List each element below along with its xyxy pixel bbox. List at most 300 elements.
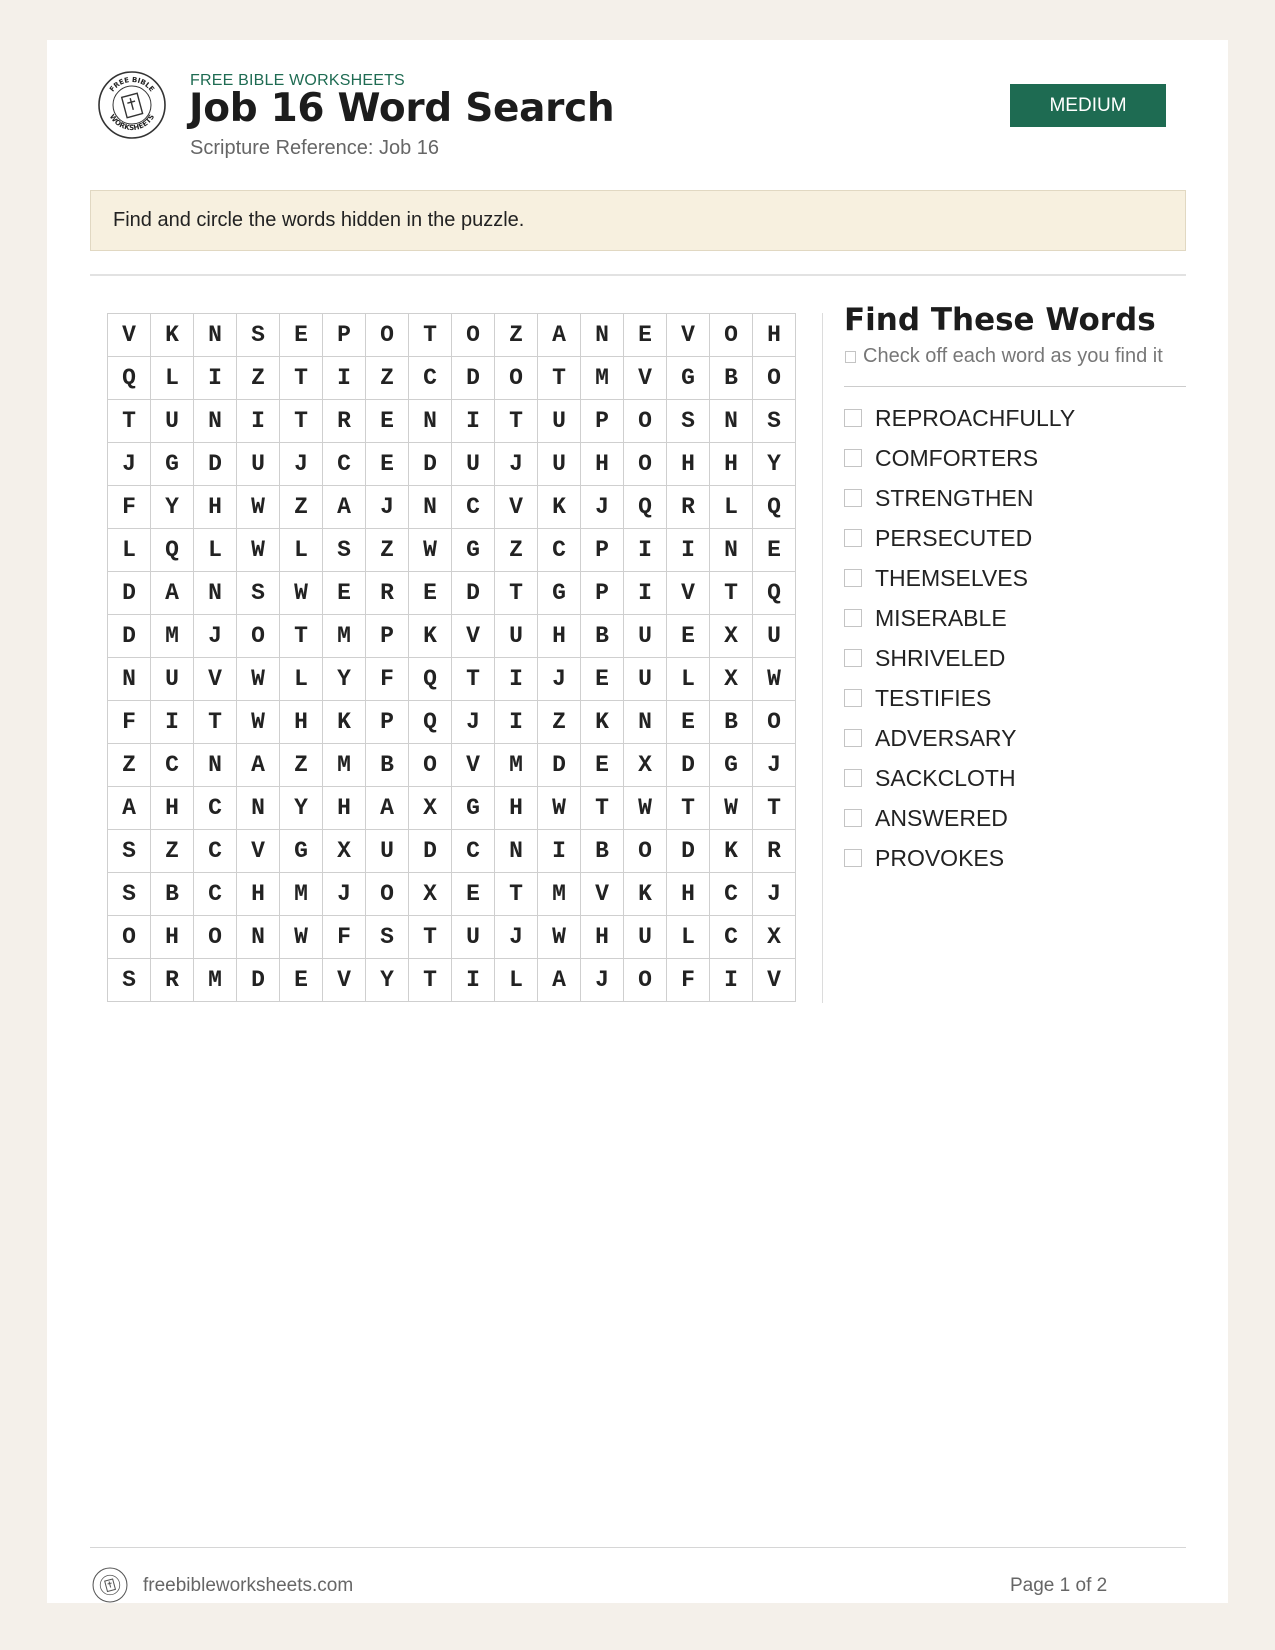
grid-cell[interactable]: I bbox=[495, 658, 538, 701]
grid-cell[interactable]: S bbox=[753, 400, 796, 443]
grid-cell[interactable]: X bbox=[624, 744, 667, 787]
grid-cell[interactable]: Z bbox=[237, 357, 280, 400]
grid-cell[interactable]: N bbox=[409, 486, 452, 529]
logo-text-top: FREE BIBLE bbox=[108, 75, 156, 94]
grid-cell[interactable]: J bbox=[753, 873, 796, 916]
grid-row bbox=[108, 959, 796, 1002]
grid-cell[interactable]: A bbox=[538, 314, 581, 357]
grid-cell[interactable]: E bbox=[452, 873, 495, 916]
grid-cell[interactable]: D bbox=[667, 830, 710, 873]
grid-cell[interactable]: K bbox=[151, 314, 194, 357]
scripture-reference: Scripture Reference: Job 16 bbox=[190, 137, 440, 159]
grid-cell[interactable]: U bbox=[452, 916, 495, 959]
grid-cell[interactable]: I bbox=[667, 529, 710, 572]
checkbox-icon[interactable] bbox=[844, 529, 862, 547]
grid-cell[interactable]: E bbox=[624, 314, 667, 357]
grid-cell[interactable]: Q bbox=[753, 486, 796, 529]
footer-site-link[interactable]: freebibleworksheets.com bbox=[143, 1575, 354, 1596]
grid-cell[interactable]: R bbox=[366, 572, 409, 615]
grid-row bbox=[108, 658, 796, 701]
grid-cell[interactable]: O bbox=[753, 357, 796, 400]
word-label: TESTIFIES bbox=[875, 684, 992, 711]
grid-cell[interactable]: N bbox=[409, 400, 452, 443]
grid-cell[interactable]: O bbox=[624, 830, 667, 873]
grid-cell[interactable]: Y bbox=[151, 486, 194, 529]
grid-cell[interactable]: W bbox=[237, 701, 280, 744]
grid-cell[interactable]: W bbox=[280, 572, 323, 615]
grid-cell[interactable]: H bbox=[495, 787, 538, 830]
grid-cell[interactable]: H bbox=[667, 873, 710, 916]
grid-cell[interactable]: C bbox=[194, 830, 237, 873]
grid-cell[interactable]: Y bbox=[323, 658, 366, 701]
grid-cell[interactable]: D bbox=[452, 572, 495, 615]
grid-cell[interactable]: T bbox=[280, 615, 323, 658]
grid-cell[interactable]: T bbox=[495, 572, 538, 615]
checkbox-icon[interactable] bbox=[844, 609, 862, 627]
grid-cell[interactable]: M bbox=[194, 959, 237, 1002]
grid-cell[interactable]: T bbox=[667, 787, 710, 830]
word-list-item bbox=[844, 758, 1075, 798]
grid-cell[interactable]: O bbox=[753, 701, 796, 744]
grid-cell[interactable]: K bbox=[710, 830, 753, 873]
checkbox-icon[interactable] bbox=[844, 649, 862, 667]
grid-cell[interactable]: V bbox=[624, 357, 667, 400]
grid-cell[interactable]: D bbox=[194, 443, 237, 486]
grid-cell[interactable]: E bbox=[323, 572, 366, 615]
grid-cell[interactable]: Z bbox=[538, 701, 581, 744]
grid-cell[interactable]: O bbox=[366, 873, 409, 916]
grid-cell[interactable]: E bbox=[409, 572, 452, 615]
grid-cell[interactable]: O bbox=[624, 959, 667, 1002]
grid-cell[interactable]: V bbox=[108, 314, 151, 357]
grid-cell[interactable]: O bbox=[108, 916, 151, 959]
grid-cell[interactable]: L bbox=[151, 357, 194, 400]
grid-cell[interactable]: N bbox=[194, 744, 237, 787]
grid-cell[interactable]: G bbox=[280, 830, 323, 873]
grid-cell[interactable]: T bbox=[280, 357, 323, 400]
grid-cell[interactable]: G bbox=[710, 744, 753, 787]
grid-cell[interactable]: H bbox=[581, 916, 624, 959]
grid-cell[interactable]: C bbox=[194, 787, 237, 830]
grid-cell[interactable]: L bbox=[280, 658, 323, 701]
grid-cell[interactable]: O bbox=[624, 443, 667, 486]
grid-cell[interactable]: I bbox=[624, 572, 667, 615]
grid-cell[interactable]: H bbox=[194, 486, 237, 529]
grid-cell[interactable]: Q bbox=[151, 529, 194, 572]
grid-cell[interactable]: G bbox=[151, 443, 194, 486]
grid-cell[interactable]: I bbox=[151, 701, 194, 744]
grid-cell[interactable]: D bbox=[538, 744, 581, 787]
grid-cell[interactable]: Z bbox=[151, 830, 194, 873]
grid-cell[interactable]: Z bbox=[495, 529, 538, 572]
word-list-item bbox=[844, 638, 1075, 678]
word-label: REPROACHFULLY bbox=[875, 404, 1076, 431]
grid-cell[interactable]: T bbox=[495, 873, 538, 916]
grid-cell[interactable]: Y bbox=[366, 959, 409, 1002]
grid-cell[interactable]: I bbox=[624, 529, 667, 572]
grid-cell[interactable]: W bbox=[710, 787, 753, 830]
grid-cell[interactable]: F bbox=[323, 916, 366, 959]
grid-cell[interactable]: M bbox=[280, 873, 323, 916]
grid-cell[interactable]: N bbox=[710, 529, 753, 572]
grid-cell[interactable]: H bbox=[151, 787, 194, 830]
grid-cell[interactable]: O bbox=[452, 314, 495, 357]
grid-cell[interactable]: S bbox=[237, 314, 280, 357]
grid-cell[interactable]: W bbox=[624, 787, 667, 830]
grid-cell[interactable]: V bbox=[581, 873, 624, 916]
checkbox-icon[interactable] bbox=[844, 809, 862, 827]
grid-cell[interactable]: J bbox=[194, 615, 237, 658]
grid-cell[interactable]: Q bbox=[108, 357, 151, 400]
grid-cell[interactable]: S bbox=[108, 959, 151, 1002]
grid-cell[interactable]: B bbox=[151, 873, 194, 916]
grid-cell[interactable]: G bbox=[452, 529, 495, 572]
grid-cell[interactable]: A bbox=[108, 787, 151, 830]
grid-cell[interactable]: T bbox=[280, 400, 323, 443]
grid-cell[interactable]: F bbox=[108, 486, 151, 529]
grid-cell[interactable]: Q bbox=[624, 486, 667, 529]
grid-cell[interactable]: V bbox=[452, 615, 495, 658]
grid-cell[interactable]: I bbox=[538, 830, 581, 873]
grid-cell[interactable]: J bbox=[581, 959, 624, 1002]
grid-cell[interactable]: W bbox=[753, 658, 796, 701]
grid-cell[interactable]: K bbox=[581, 701, 624, 744]
grid-cell[interactable]: R bbox=[151, 959, 194, 1002]
grid-cell[interactable]: U bbox=[151, 400, 194, 443]
grid-cell[interactable]: O bbox=[409, 744, 452, 787]
grid-cell[interactable]: T bbox=[581, 787, 624, 830]
grid-cell[interactable]: T bbox=[409, 314, 452, 357]
grid-cell[interactable]: T bbox=[409, 916, 452, 959]
grid-row bbox=[108, 314, 796, 357]
grid-cell[interactable]: P bbox=[323, 314, 366, 357]
grid-cell[interactable]: F bbox=[667, 959, 710, 1002]
grid-cell[interactable]: H bbox=[581, 443, 624, 486]
grid-cell[interactable]: W bbox=[280, 916, 323, 959]
grid-cell[interactable]: V bbox=[452, 744, 495, 787]
grid-cell[interactable]: O bbox=[366, 314, 409, 357]
grid-cell[interactable]: U bbox=[624, 916, 667, 959]
grid-cell[interactable]: J bbox=[581, 486, 624, 529]
grid-cell[interactable]: H bbox=[237, 873, 280, 916]
grid-cell[interactable]: M bbox=[151, 615, 194, 658]
grid-cell[interactable]: Z bbox=[366, 529, 409, 572]
grid-cell[interactable]: J bbox=[366, 486, 409, 529]
grid-cell[interactable]: I bbox=[452, 400, 495, 443]
grid-cell[interactable]: W bbox=[237, 486, 280, 529]
grid-cell[interactable]: Z bbox=[366, 357, 409, 400]
grid-cell[interactable]: D bbox=[409, 443, 452, 486]
grid-cell[interactable]: U bbox=[624, 658, 667, 701]
grid-cell[interactable]: H bbox=[667, 443, 710, 486]
grid-cell[interactable]: N bbox=[624, 701, 667, 744]
grid-cell[interactable]: V bbox=[753, 959, 796, 1002]
grid-cell[interactable]: V bbox=[323, 959, 366, 1002]
grid-cell[interactable]: U bbox=[366, 830, 409, 873]
grid-cell[interactable]: H bbox=[538, 615, 581, 658]
grid-cell[interactable]: K bbox=[409, 615, 452, 658]
grid-cell[interactable]: D bbox=[667, 744, 710, 787]
checkbox-icon[interactable] bbox=[844, 489, 862, 507]
grid-cell[interactable]: S bbox=[323, 529, 366, 572]
grid-cell[interactable]: K bbox=[323, 701, 366, 744]
grid-cell[interactable]: X bbox=[409, 873, 452, 916]
grid-cell[interactable]: U bbox=[624, 615, 667, 658]
grid-cell[interactable]: V bbox=[237, 830, 280, 873]
grid-cell[interactable]: M bbox=[581, 357, 624, 400]
grid-cell[interactable]: O bbox=[710, 314, 753, 357]
grid-cell[interactable]: Y bbox=[753, 443, 796, 486]
grid-cell[interactable]: U bbox=[452, 443, 495, 486]
divider bbox=[90, 274, 1186, 276]
grid-cell[interactable]: E bbox=[280, 959, 323, 1002]
checkbox-icon[interactable] bbox=[844, 409, 862, 427]
grid-cell[interactable]: J bbox=[495, 916, 538, 959]
word-label: COMFORTERS bbox=[875, 444, 1039, 471]
grid-cell[interactable]: S bbox=[667, 400, 710, 443]
footer-logo-icon bbox=[92, 1567, 128, 1603]
grid-cell[interactable]: B bbox=[581, 830, 624, 873]
grid-cell[interactable]: D bbox=[108, 572, 151, 615]
grid-cell[interactable]: U bbox=[495, 615, 538, 658]
grid-cell[interactable]: N bbox=[108, 658, 151, 701]
grid-cell[interactable]: C bbox=[538, 529, 581, 572]
grid-cell[interactable]: I bbox=[452, 959, 495, 1002]
grid-cell[interactable]: C bbox=[710, 916, 753, 959]
grid-cell[interactable]: L bbox=[194, 529, 237, 572]
grid-cell[interactable]: O bbox=[194, 916, 237, 959]
grid-cell[interactable]: R bbox=[753, 830, 796, 873]
word-list-item bbox=[844, 478, 1075, 518]
grid-row bbox=[108, 357, 796, 400]
grid-cell[interactable]: C bbox=[194, 873, 237, 916]
grid-cell[interactable]: U bbox=[753, 615, 796, 658]
grid-cell[interactable]: T bbox=[495, 400, 538, 443]
grid-cell[interactable]: V bbox=[194, 658, 237, 701]
grid-cell[interactable]: Z bbox=[280, 744, 323, 787]
grid-cell[interactable]: W bbox=[237, 658, 280, 701]
grid-cell[interactable]: Q bbox=[409, 658, 452, 701]
grid-cell[interactable]: G bbox=[538, 572, 581, 615]
word-list-hint bbox=[845, 345, 1163, 368]
grid-cell[interactable]: V bbox=[667, 572, 710, 615]
grid-cell[interactable]: E bbox=[280, 314, 323, 357]
word-label: SACKCLOTH bbox=[875, 764, 1016, 791]
grid-cell[interactable]: M bbox=[323, 744, 366, 787]
word-list-item bbox=[844, 558, 1075, 598]
grid-cell[interactable]: S bbox=[237, 572, 280, 615]
grid-cell[interactable]: E bbox=[667, 701, 710, 744]
grid-cell[interactable]: M bbox=[323, 615, 366, 658]
grid-cell[interactable]: X bbox=[710, 615, 753, 658]
grid-cell[interactable]: O bbox=[495, 357, 538, 400]
grid-cell[interactable]: P bbox=[366, 615, 409, 658]
grid-cell[interactable]: J bbox=[495, 443, 538, 486]
grid-cell[interactable]: J bbox=[323, 873, 366, 916]
site-eyebrow: FREE BIBLE WORKSHEETS bbox=[190, 72, 405, 89]
grid-cell[interactable]: I bbox=[194, 357, 237, 400]
grid-cell[interactable]: N bbox=[237, 787, 280, 830]
word-label: PROVOKES bbox=[875, 844, 1005, 871]
grid-cell[interactable]: C bbox=[409, 357, 452, 400]
grid-cell[interactable]: B bbox=[710, 701, 753, 744]
grid-cell[interactable]: R bbox=[323, 400, 366, 443]
grid-cell[interactable]: Z bbox=[108, 744, 151, 787]
grid-cell[interactable]: T bbox=[753, 787, 796, 830]
grid-cell[interactable]: B bbox=[366, 744, 409, 787]
grid-cell[interactable]: P bbox=[366, 701, 409, 744]
grid-cell[interactable]: O bbox=[624, 400, 667, 443]
grid-cell[interactable]: W bbox=[538, 787, 581, 830]
grid-cell[interactable]: Y bbox=[280, 787, 323, 830]
grid-cell[interactable]: P bbox=[581, 529, 624, 572]
hint-text: Check off each word as you find it bbox=[863, 345, 1163, 367]
grid-cell[interactable]: Q bbox=[409, 701, 452, 744]
checkbox-icon[interactable] bbox=[844, 769, 862, 787]
grid-cell[interactable]: H bbox=[710, 443, 753, 486]
grid-cell[interactable]: U bbox=[538, 443, 581, 486]
grid-cell[interactable]: F bbox=[108, 701, 151, 744]
checkbox-icon[interactable] bbox=[844, 849, 862, 867]
grid-cell[interactable]: U bbox=[151, 658, 194, 701]
grid-cell[interactable]: N bbox=[237, 916, 280, 959]
grid-cell[interactable]: I bbox=[495, 701, 538, 744]
grid-cell[interactable]: T bbox=[108, 400, 151, 443]
grid-cell[interactable]: R bbox=[667, 486, 710, 529]
grid-cell[interactable]: U bbox=[237, 443, 280, 486]
grid-cell[interactable]: E bbox=[366, 443, 409, 486]
grid-cell[interactable]: C bbox=[452, 830, 495, 873]
grid-cell[interactable]: A bbox=[151, 572, 194, 615]
grid-cell[interactable]: F bbox=[366, 658, 409, 701]
instructions-box: Find and circle the words hidden in the puzzle. bbox=[90, 190, 1186, 251]
checkbox-icon[interactable] bbox=[844, 729, 862, 747]
grid-cell[interactable]: J bbox=[108, 443, 151, 486]
checkbox-icon[interactable] bbox=[844, 569, 862, 587]
grid-cell[interactable]: I bbox=[237, 400, 280, 443]
grid-cell[interactable]: A bbox=[237, 744, 280, 787]
word-search-grid bbox=[107, 313, 796, 1002]
word-list-item bbox=[844, 438, 1075, 478]
grid-cell[interactable]: L bbox=[710, 486, 753, 529]
grid-cell[interactable]: J bbox=[538, 658, 581, 701]
grid-cell[interactable]: P bbox=[581, 400, 624, 443]
grid-cell[interactable]: P bbox=[581, 572, 624, 615]
word-list-item bbox=[844, 838, 1075, 878]
grid-cell[interactable]: M bbox=[495, 744, 538, 787]
grid-cell[interactable]: N bbox=[581, 314, 624, 357]
grid-cell[interactable]: T bbox=[538, 357, 581, 400]
grid-cell[interactable]: W bbox=[237, 529, 280, 572]
grid-cell[interactable]: C bbox=[151, 744, 194, 787]
grid-cell[interactable]: T bbox=[409, 959, 452, 1002]
grid-cell[interactable]: S bbox=[366, 916, 409, 959]
grid-cell[interactable]: S bbox=[108, 873, 151, 916]
grid-cell[interactable]: Z bbox=[280, 486, 323, 529]
grid-cell[interactable]: K bbox=[624, 873, 667, 916]
grid-cell[interactable]: E bbox=[753, 529, 796, 572]
grid-cell[interactable]: L bbox=[108, 529, 151, 572]
grid-cell[interactable]: L bbox=[667, 916, 710, 959]
grid-cell[interactable]: G bbox=[667, 357, 710, 400]
grid-cell[interactable]: D bbox=[452, 357, 495, 400]
grid-cell[interactable]: L bbox=[280, 529, 323, 572]
grid-cell[interactable]: K bbox=[538, 486, 581, 529]
grid-cell[interactable]: D bbox=[409, 830, 452, 873]
page-number: Page 1 of 2 bbox=[1010, 1575, 1108, 1596]
grid-cell[interactable]: J bbox=[452, 701, 495, 744]
grid-cell[interactable]: H bbox=[753, 314, 796, 357]
grid-cell[interactable]: C bbox=[710, 873, 753, 916]
grid-cell[interactable]: W bbox=[409, 529, 452, 572]
grid-cell[interactable]: A bbox=[323, 486, 366, 529]
checkbox-icon[interactable] bbox=[844, 449, 862, 467]
grid-cell[interactable]: Q bbox=[753, 572, 796, 615]
grid-cell[interactable]: D bbox=[237, 959, 280, 1002]
grid-cell[interactable]: E bbox=[366, 400, 409, 443]
grid-cell[interactable]: X bbox=[753, 916, 796, 959]
grid-cell[interactable]: I bbox=[323, 357, 366, 400]
word-list-item bbox=[844, 718, 1075, 758]
grid-cell[interactable]: T bbox=[194, 701, 237, 744]
word-label: THEMSELVES bbox=[875, 564, 1028, 591]
grid-cell[interactable]: N bbox=[194, 314, 237, 357]
grid-cell[interactable]: E bbox=[581, 658, 624, 701]
grid-cell[interactable]: X bbox=[323, 830, 366, 873]
grid-cell[interactable]: X bbox=[409, 787, 452, 830]
grid-cell[interactable]: W bbox=[538, 916, 581, 959]
grid-cell[interactable]: B bbox=[581, 615, 624, 658]
grid-cell[interactable]: X bbox=[710, 658, 753, 701]
checkbox-icon[interactable] bbox=[844, 689, 862, 707]
grid-cell[interactable]: B bbox=[710, 357, 753, 400]
grid-cell[interactable]: J bbox=[280, 443, 323, 486]
word-list-item bbox=[844, 598, 1075, 638]
grid-cell[interactable]: V bbox=[495, 486, 538, 529]
grid-cell[interactable]: C bbox=[323, 443, 366, 486]
grid-cell[interactable]: Z bbox=[495, 314, 538, 357]
grid-cell[interactable]: S bbox=[108, 830, 151, 873]
grid-cell[interactable]: J bbox=[753, 744, 796, 787]
grid-cell[interactable]: E bbox=[667, 615, 710, 658]
grid-cell[interactable]: L bbox=[495, 959, 538, 1002]
grid-cell[interactable]: H bbox=[323, 787, 366, 830]
grid-cell[interactable]: T bbox=[710, 572, 753, 615]
grid-cell[interactable]: U bbox=[538, 400, 581, 443]
grid-cell[interactable]: T bbox=[452, 658, 495, 701]
worksheet-page bbox=[47, 40, 1228, 1603]
grid-cell[interactable]: H bbox=[151, 916, 194, 959]
grid-cell[interactable]: A bbox=[538, 959, 581, 1002]
grid-cell[interactable]: M bbox=[538, 873, 581, 916]
word-list-item bbox=[844, 798, 1075, 838]
grid-cell[interactable]: N bbox=[495, 830, 538, 873]
grid-cell[interactable]: H bbox=[280, 701, 323, 744]
grid-cell[interactable]: N bbox=[194, 400, 237, 443]
grid-cell[interactable]: V bbox=[667, 314, 710, 357]
difficulty-badge: MEDIUM bbox=[1010, 84, 1166, 127]
grid-cell[interactable]: E bbox=[581, 744, 624, 787]
grid-cell[interactable]: G bbox=[452, 787, 495, 830]
grid-cell[interactable]: I bbox=[710, 959, 753, 1002]
grid-cell[interactable]: A bbox=[366, 787, 409, 830]
grid-cell[interactable]: C bbox=[452, 486, 495, 529]
grid-cell[interactable]: N bbox=[710, 400, 753, 443]
grid-cell[interactable]: O bbox=[237, 615, 280, 658]
grid-cell[interactable]: L bbox=[667, 658, 710, 701]
grid-cell[interactable]: N bbox=[194, 572, 237, 615]
grid-cell[interactable]: D bbox=[108, 615, 151, 658]
